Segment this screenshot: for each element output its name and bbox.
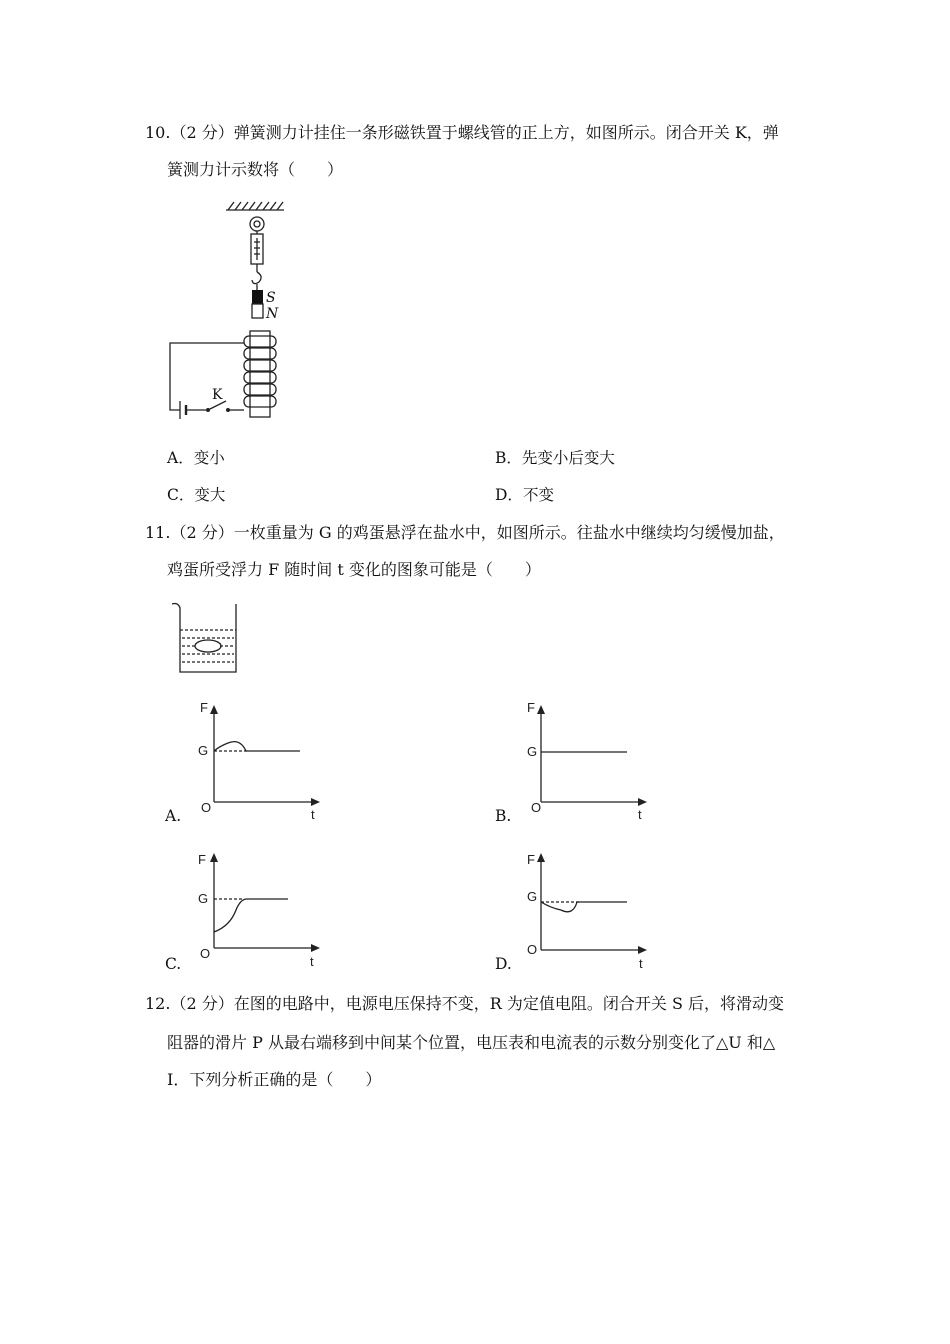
svg-text:F: F [200, 700, 208, 715]
q10-option-b[interactable]: B．先变小后变大 [495, 449, 615, 467]
q10-line1 [145, 123, 779, 143]
svg-text:G: G [198, 891, 209, 906]
solenoid-coil [244, 336, 276, 407]
q12-text-1: 在图的电路中，电源电压保持不变，R 为定值电阻。闭合开关 S 后，将滑动变 [233, 994, 785, 1013]
q11-option-c-label[interactable]: C. [165, 955, 182, 973]
solenoid-core [250, 331, 270, 417]
magnet-s-pole [252, 290, 263, 304]
n-pole-label: N [266, 306, 279, 322]
q10-option-d[interactable]: D．不变 [495, 486, 554, 504]
q10-number: 10. [145, 123, 171, 142]
q12-line3: I．下列分析正确的是（ ） [167, 1070, 382, 1089]
svg-text:t: t [311, 807, 315, 822]
svg-text:F: F [527, 700, 535, 715]
q12-number: 12. [145, 994, 171, 1013]
q10-figure [160, 198, 290, 423]
svg-text:G: G [527, 744, 538, 759]
scale-hook [252, 272, 261, 284]
svg-text:t: t [638, 807, 642, 822]
svg-text:t: t [310, 954, 314, 969]
q11-number: 11. [145, 523, 171, 542]
beaker-figure [170, 600, 242, 678]
q11-line2: 鸡蛋所受浮力 F 随时间 t 变化的图象可能是（ ） [167, 560, 541, 579]
svg-text:O: O [201, 800, 212, 815]
switch-label: K [212, 387, 223, 403]
graph-d[interactable] [525, 850, 660, 970]
q11-score: （2 分） [170, 523, 234, 542]
q11-option-d-label[interactable]: D. [495, 955, 512, 973]
curve-c [214, 899, 246, 932]
graph-c[interactable] [198, 850, 333, 970]
svg-text:F: F [527, 852, 535, 867]
q11-option-b-label[interactable]: B. [495, 807, 512, 825]
water-lines [182, 638, 234, 662]
graph-a[interactable] [198, 702, 333, 822]
svg-text:O: O [527, 942, 538, 957]
q10-option-c[interactable]: C．变大 [167, 486, 226, 504]
svg-text:G: G [198, 743, 209, 758]
q12-score: （2 分） [170, 994, 234, 1013]
svg-text:O: O [200, 946, 211, 961]
graph-b[interactable] [525, 702, 660, 822]
curve-a [214, 742, 246, 751]
q10-option-a[interactable]: A．变小 [167, 449, 225, 467]
q10-text-1: 弹簧测力计挂住一条形磁铁置于螺线管的正上方，如图所示。闭合开关 K，弹 [233, 123, 779, 142]
q12-line2: 阻器的滑片 P 从最右端移到中间某个位置，电压表和电流表的示数分别变化了△U 和△ [167, 1033, 776, 1052]
q11-text-1: 一枚重量为 G 的鸡蛋悬浮在盐水中，如图所示。往盐水中继续均匀缓慢加盐， [233, 523, 785, 542]
svg-text:t: t [639, 956, 643, 971]
circuit-wire [170, 343, 244, 410]
egg [195, 640, 221, 652]
q12-line1 [145, 994, 784, 1014]
magnet-n-pole [252, 304, 263, 318]
ceiling-hatch [228, 202, 283, 210]
svg-text:G: G [527, 889, 538, 904]
svg-text:O: O [531, 800, 542, 815]
scale-ring [250, 217, 264, 231]
s-pole-label: S [266, 290, 276, 306]
curve-d [541, 902, 577, 912]
q11-line1 [145, 523, 785, 543]
svg-text:F: F [198, 852, 206, 867]
q10-score: （2 分） [170, 123, 234, 142]
q10-line2: 簧测力计示数将（ ） [167, 160, 344, 179]
q11-option-a-label[interactable]: A. [165, 807, 182, 825]
